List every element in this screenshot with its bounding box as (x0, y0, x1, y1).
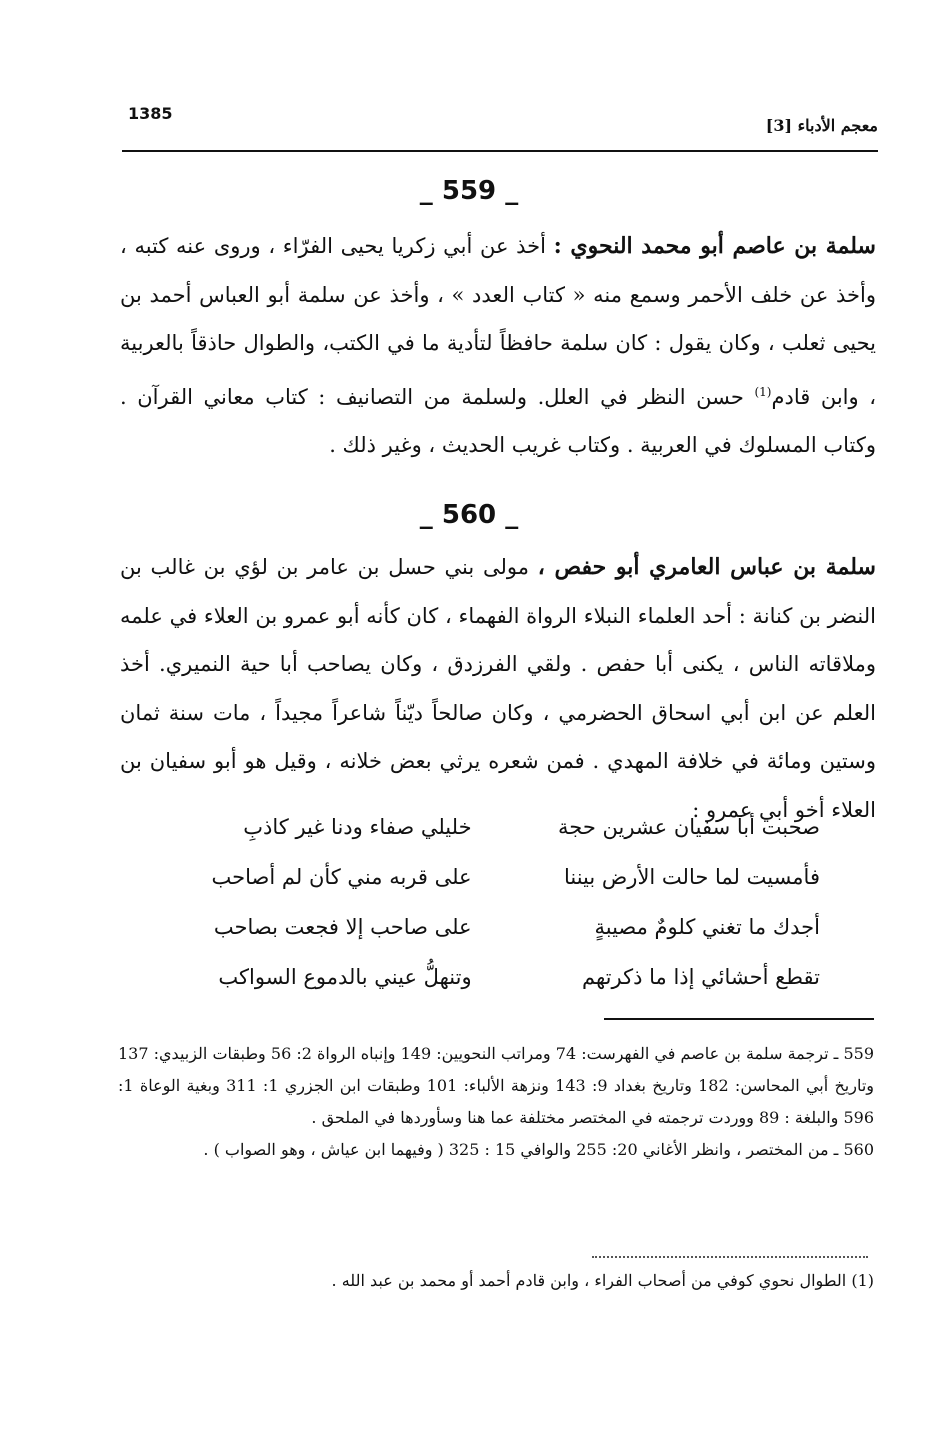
page-header (122, 100, 878, 152)
verse-second-hemistich: وتنهلُّ عيني بالدموع السواكب (218, 965, 472, 989)
entry-559-headword: سلمة بن عاصم أبو محمد النحوي : (553, 233, 876, 259)
entry-559-text-part2: حسن النظر في العلل. ولسلمة من التصانيف : كتاب معاني القرآن . وكتاب المسلوك في العربية . وكتاب غريب الحديث ، وغير ذلك . (120, 384, 876, 457)
entry-number-text: 559 (441, 176, 497, 206)
footnote: (1) الطوال نحوي كوفي من أصحاب الفراء ، وابن قادم أحمد أو محمد بن عبد الله . (331, 1271, 874, 1290)
entry-number-text: 560 (441, 500, 497, 530)
verse-first-hemistich: فأمسيت لما حالت الأرض بيننا (563, 865, 820, 889)
entry-559-text-part1: أخذ عن أبي زكريا يحيى الفرّاء ، وروى عنه كتبه ، وأخذ عن خلف الأحمر وسمع منه « كتاب العدد » ، وأخذ عن سلمة أبو العباس أحمد بن يحيى ثعلب ، وكان يقول : كان سلمة حافظاً لتأدية ما في الكتب، والطوال حاذقاً بالعربية ، وابن قادم (120, 234, 876, 409)
footnote-divider (604, 1018, 874, 1020)
verse-second-hemistich: خليلي صفاء ودنا غير كاذبِ (243, 815, 472, 839)
verse-second-hemistich: على صاحب إلا فجعت بصاحب (213, 915, 472, 939)
entry-559-body (120, 222, 876, 470)
dotted-divider (592, 1256, 868, 1258)
entry-number-560: _ 560 _ (419, 500, 519, 530)
source-notes (118, 1038, 874, 1166)
verse-first-hemistich: أجدك ما تغني كلومٌ مصيبةٍ (594, 915, 820, 939)
entry-560-text: مولى بني حسل بن عامر بن لؤي بن غالب بن النضر بن كنانة : أحد العلماء النبلاء الرواة الفهماء ، كان كأنه أبو عمرو بن العلاء في علمه وملاقاته الناس ، يكنى أبا حفص . ولقي الفرزدق ، وكان يصاحب أبا حية النميري. أخذ العلم عن ابن أبي اسحاق الحضرمي ، وكان صالحاً ديّناً شاعراً مجيداً ، مات سنة ثمان وستين ومائة في خلافة المهدي . فمن شعره يرثي بعض خلانه ، وقيل هو أبو سفيان بن العلاء أخو أبي عمرو : (120, 555, 876, 822)
footnote-ref: (1) (754, 384, 772, 399)
entry-560-headword: سلمة بن عباس العامري أبو حفص ، (537, 554, 876, 580)
verse-second-hemistich: على قربه مني كأن لم أصاحب (211, 865, 472, 889)
source-note-560: 560 ـ من المختصر ، وانظر الأغاني 20: 255 والوافي 15 : 325 ( وفيهما ابن عياش ، وهو الصواب ) . (203, 1140, 874, 1159)
poem-verse (150, 902, 820, 952)
page-number: 1385 (128, 104, 173, 123)
verse-first-hemistich: تقطع أحشائي إذا ما ذكرتهم (582, 965, 820, 989)
poem-verse (150, 802, 820, 852)
running-title: معجم الأدباء [3] (765, 116, 878, 135)
entry-number-559: _ 559 _ (419, 176, 519, 206)
poem-verse (150, 852, 820, 902)
verse-first-hemistich: صحبت أبا سفيان عشرين حجة (558, 815, 820, 839)
poem-verse (150, 952, 820, 1002)
poem (150, 802, 820, 1002)
entry-560-body (120, 543, 876, 834)
source-note-559: 559 ـ ترجمة سلمة بن عاصم في الفهرست: 74 ومراتب النحويين: 149 وإنباه الرواة 2: 56 وطبقات الزبيدي: 137 وتاريخ أبي المحاسن: 182 وتاريخ بغداد 9: 143 ونزهة الألباء: 101 وطبقات ابن الجزري 1: 311 وبغية الوعاة 1: 596 والبلغة : 89 ووردت ترجمته في المختصر مختلفة عما هنا وسأوردها في الملحق . (118, 1044, 875, 1127)
